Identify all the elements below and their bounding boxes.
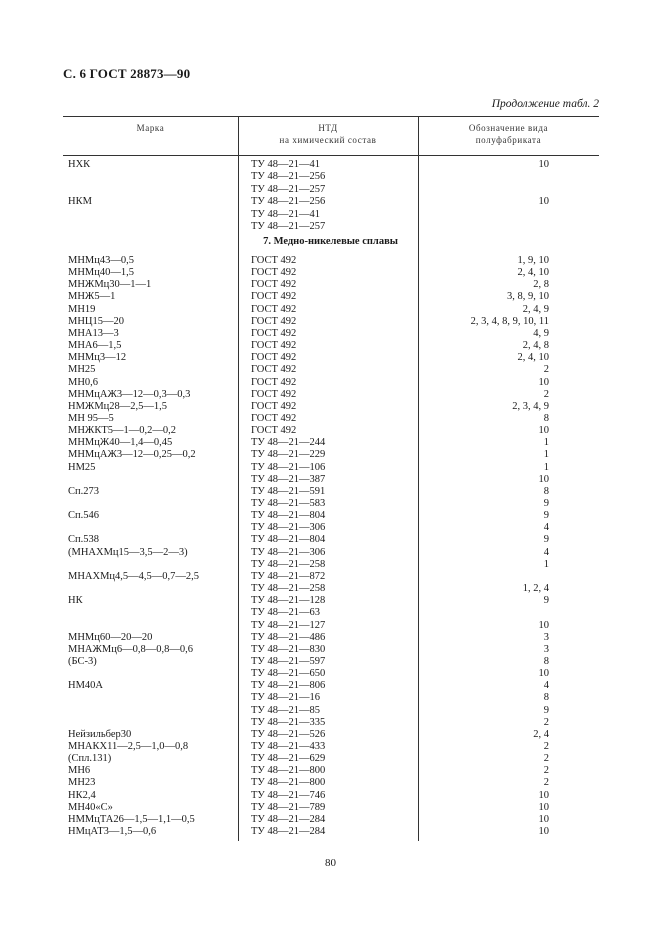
mark-cell: МН19 [68, 303, 96, 315]
mark-cell: МНЖМц30—1—1 [68, 279, 152, 291]
mark-cell: НМ25 [68, 461, 96, 473]
table-row [0, 510, 661, 522]
semifinished-type-cell: 4 [543, 522, 549, 534]
ntd-cell: ТУ 48—21—387 [251, 473, 326, 485]
semifinished-type-cell: 3, 8, 9, 10 [507, 291, 549, 303]
table-row [0, 753, 661, 765]
table-row [0, 595, 661, 607]
semifinished-type-cell: 2, 4, 10 [517, 267, 549, 279]
semifinished-type-cell: 10 [538, 619, 549, 631]
mark-cell: МНА13—3 [68, 327, 119, 339]
ntd-cell: ТУ 48—21—127 [251, 619, 326, 631]
mark-cell: Нейзильбер30 [68, 728, 132, 740]
ntd-cell: ГОСТ 492 [251, 364, 297, 376]
ntd-cell: ТУ 48—21—229 [251, 449, 326, 461]
semifinished-type-cell: 9 [543, 510, 549, 522]
ntd-cell: ТУ 48—21—256 [251, 171, 326, 183]
semifinished-type-cell: 8 [543, 655, 549, 667]
mark-cell: НК2,4 [68, 789, 96, 801]
table-row [0, 534, 661, 546]
ntd-cell: ТУ 48—21—800 [251, 765, 326, 777]
mark-cell: МНМц3—12 [68, 352, 127, 364]
table-row [0, 559, 661, 571]
ntd-cell: ТУ 48—21—804 [251, 534, 326, 546]
table-row [0, 765, 661, 777]
mark-cell: МНАХМц4,5—4,5—0,7—2,5 [68, 570, 200, 582]
mark-cell: МНМц40—1,5 [68, 267, 134, 279]
mark-cell: МН25 [68, 364, 96, 376]
mark-cell: (БС-3) [68, 655, 97, 667]
ntd-cell: ТУ 48—21—650 [251, 668, 326, 680]
page-number: 80 [325, 857, 336, 869]
table-row [0, 498, 661, 510]
ntd-cell: ТУ 48—21—106 [251, 461, 326, 473]
mark-cell: НМ40А [68, 680, 104, 692]
semifinished-type-cell: 4 [543, 546, 549, 558]
table-row [0, 826, 661, 838]
mark-cell: МН0,6 [68, 376, 99, 388]
mark-cell: МНМцЖ40—1,4—0,45 [68, 437, 173, 449]
mark-cell: Сп.273 [68, 485, 99, 497]
ntd-cell: ТУ 48—21—284 [251, 826, 326, 838]
ntd-cell: ТУ 48—21—597 [251, 655, 326, 667]
mark-cell: МНМц60—20—20 [68, 631, 153, 643]
table-top-rule [63, 116, 599, 117]
table-row [0, 729, 661, 741]
table-row [0, 196, 661, 208]
semifinished-type-cell: 4 [543, 680, 549, 692]
semifinished-type-cell: 10 [538, 789, 549, 801]
ntd-cell: ТУ 48—21—128 [251, 595, 326, 607]
table-row [0, 705, 661, 717]
semifinished-type-cell: 8 [543, 692, 549, 704]
table-row [0, 340, 661, 352]
table-row [0, 522, 661, 534]
table-row [0, 364, 661, 376]
table-row [0, 486, 661, 498]
table-row [0, 279, 661, 291]
table-row [0, 304, 661, 316]
column-header-ntd: НТД на химический состав [279, 123, 377, 145]
semifinished-type-cell: 3 [543, 631, 549, 643]
mark-cell: (Спл.131) [68, 753, 112, 765]
table-row [0, 741, 661, 753]
semifinished-type-cell: 2 [543, 364, 549, 376]
table-row [0, 462, 661, 474]
table-row [0, 255, 661, 267]
ntd-cell: ТУ 48—21—804 [251, 510, 326, 522]
semifinished-type-cell: 10 [538, 826, 549, 838]
ntd-cell: ГОСТ 492 [251, 425, 297, 437]
ntd-cell: ТУ 48—21—258 [251, 583, 326, 595]
ntd-cell: ТУ 48—21—335 [251, 716, 326, 728]
mark-cell: МНМцАЖ3—12—0,3—0,3 [68, 388, 191, 400]
mark-cell: МНАЖМц6—0,8—0,8—0,6 [68, 643, 193, 655]
mark-cell: (МНАХМц15—3,5—2—3) [68, 546, 188, 558]
table-row [0, 352, 661, 364]
ntd-cell: ТУ 48—21—306 [251, 546, 326, 558]
ntd-cell: ТУ 48—21—306 [251, 522, 326, 534]
mark-cell: МН 95—5 [68, 412, 114, 424]
mark-cell: НК [68, 595, 83, 607]
ntd-cell: ГОСТ 492 [251, 279, 297, 291]
ntd-cell: ТУ 48—21—257 [251, 221, 326, 232]
semifinished-type-cell: 10 [538, 159, 549, 170]
semifinished-type-cell: 2 [543, 716, 549, 728]
semifinished-type-cell: 2 [543, 765, 549, 777]
ntd-cell: ГОСТ 492 [251, 267, 297, 279]
mark-cell: МНМцАЖ3—12—0,25—0,2 [68, 449, 196, 461]
table-row [0, 692, 661, 704]
mark-cell: МНМц43—0,5 [68, 255, 134, 266]
semifinished-type-cell: 9 [543, 595, 549, 607]
ntd-cell: ТУ 48—21—806 [251, 680, 326, 692]
mark-cell: МНЖ5—1 [68, 291, 116, 303]
table-row [0, 449, 661, 461]
semifinished-type-cell: 10 [538, 801, 549, 813]
table-row [0, 571, 661, 583]
ntd-cell: ТУ 48—21—746 [251, 789, 326, 801]
semifinished-type-cell: 1 [543, 461, 549, 473]
semifinished-type-cell: 8 [543, 485, 549, 497]
ntd-cell: ТУ 48—21—629 [251, 753, 326, 765]
semifinished-type-cell: 1, 9, 10 [517, 255, 549, 266]
semifinished-type-cell: 2, 3, 4, 8, 9, 10, 11 [470, 315, 549, 327]
table-row [0, 680, 661, 692]
semifinished-type-cell: 2, 3, 4, 9 [512, 400, 549, 412]
semifinished-type-cell: 9 [543, 704, 549, 716]
mark-cell: НМЖМц28—2,5—1,5 [68, 400, 168, 412]
semifinished-type-cell: 1 [543, 449, 549, 461]
ntd-cell: ТУ 48—21—486 [251, 631, 326, 643]
ntd-cell: ТУ 48—21—800 [251, 777, 326, 789]
mark-cell: Сп.538 [68, 534, 99, 546]
mark-cell: МНЦ15—20 [68, 315, 125, 327]
ntd-cell: ГОСТ 492 [251, 340, 297, 352]
ntd-cell: ГОСТ 492 [251, 303, 297, 315]
semifinished-type-cell: 2, 4, 8 [522, 340, 549, 352]
semifinished-type-cell: 10 [538, 813, 549, 825]
table-row [0, 437, 661, 449]
ntd-cell: ТУ 48—21—830 [251, 643, 326, 655]
ntd-cell: ГОСТ 492 [251, 352, 297, 364]
ntd-cell: ГОСТ 492 [251, 291, 297, 303]
ntd-cell: ТУ 48—21—258 [251, 558, 326, 570]
ntd-cell: ТУ 48—21—16 [251, 692, 320, 704]
table-row [0, 620, 661, 632]
ntd-cell: ГОСТ 492 [251, 315, 297, 327]
table-row [0, 413, 661, 425]
table-row [0, 814, 661, 826]
table-row [0, 644, 661, 656]
semifinished-type-cell: 3 [543, 643, 549, 655]
table-header-rule [63, 155, 599, 156]
ntd-cell: ТУ 48—21—789 [251, 801, 326, 813]
page-title: С. 6 ГОСТ 28873—90 [63, 66, 191, 81]
section-title: 7. Медно-никелевые сплавы [263, 236, 398, 247]
table-row [0, 389, 661, 401]
column-header-semifinished-type: Обозначение вида полуфабриката [468, 123, 549, 145]
table-row [0, 291, 661, 303]
table-row [0, 668, 661, 680]
semifinished-type-cell: 8 [543, 412, 549, 424]
table-row [0, 184, 661, 196]
semifinished-type-cell: 1 [543, 558, 549, 570]
ntd-cell: ГОСТ 492 [251, 412, 297, 424]
ntd-cell: ГОСТ 492 [251, 376, 297, 388]
table-row [0, 547, 661, 559]
mark-cell: МНЖКТ5—1—0,2—0,2 [68, 425, 176, 437]
table-row [0, 401, 661, 413]
table-row [0, 377, 661, 389]
semifinished-type-cell: 1 [543, 437, 549, 449]
ntd-cell: ТУ 48—21—256 [251, 196, 326, 208]
table-row [0, 221, 661, 233]
semifinished-type-cell: 2, 4, 10 [517, 352, 549, 364]
ntd-cell: ГОСТ 492 [251, 400, 297, 412]
semifinished-type-cell: 10 [538, 668, 549, 680]
table-row [0, 790, 661, 802]
ntd-cell: ТУ 48—21—257 [251, 183, 326, 195]
semifinished-type-cell: 2 [543, 777, 549, 789]
mark-cell: МН40«С» [68, 801, 113, 813]
table-row [0, 316, 661, 328]
semifinished-type-cell: 2 [543, 753, 549, 765]
ntd-cell: ТУ 48—21—41 [251, 208, 320, 220]
mark-cell: НМцАТ3—1,5—0,6 [68, 826, 157, 838]
mark-cell: НКМ [68, 196, 92, 208]
table-row [0, 209, 661, 221]
mark-cell: МН6 [68, 765, 91, 777]
ntd-cell: ТУ 48—21—591 [251, 485, 326, 497]
semifinished-type-cell: 10 [538, 425, 549, 437]
mark-cell: МН23 [68, 777, 96, 789]
table-row [0, 632, 661, 644]
ntd-cell: ТУ 48—21—433 [251, 741, 326, 752]
ntd-cell: ГОСТ 492 [251, 327, 297, 339]
mark-cell: МНАКХ11—2,5—1,0—0,8 [68, 741, 189, 752]
ntd-cell: ТУ 48—21—583 [251, 498, 326, 509]
table-row [0, 656, 661, 668]
ntd-cell: ТУ 48—21—63 [251, 607, 320, 619]
semifinished-type-cell: 10 [538, 376, 549, 388]
mark-cell: НХК [68, 159, 91, 170]
semifinished-type-cell: 4, 9 [533, 327, 549, 339]
ntd-cell: ТУ 48—21—41 [251, 159, 320, 170]
table-row [0, 474, 661, 486]
table-row [0, 583, 661, 595]
column-header-mark: Марка [136, 123, 165, 133]
table-row [0, 267, 661, 279]
table-continuation-label: Продолжение табл. 2 [491, 98, 599, 110]
semifinished-type-cell: 9 [543, 534, 549, 546]
ntd-cell: ТУ 48—21—244 [251, 437, 326, 449]
table-row [0, 425, 661, 437]
semifinished-type-cell: 2, 4, 9 [522, 303, 549, 315]
table-row [0, 717, 661, 729]
table-row [0, 607, 661, 619]
semifinished-type-cell: 10 [538, 196, 549, 208]
ntd-cell: ТУ 48—21—526 [251, 728, 326, 740]
semifinished-type-cell: 2, 8 [533, 279, 549, 291]
semifinished-type-cell: 9 [543, 498, 549, 509]
ntd-cell: ТУ 48—21—284 [251, 813, 326, 825]
semifinished-type-cell: 2, 4 [533, 728, 549, 740]
semifinished-type-cell: 1, 2, 4 [522, 583, 549, 595]
table-row [0, 171, 661, 183]
semifinished-type-cell: 2 [543, 741, 549, 752]
ntd-cell: ГОСТ 492 [251, 388, 297, 400]
semifinished-type-cell: 10 [538, 473, 549, 485]
semifinished-type-cell: 2 [543, 388, 549, 400]
table-row [0, 802, 661, 814]
table-row [0, 777, 661, 789]
ntd-cell: ТУ 48—21—85 [251, 704, 320, 716]
ntd-cell: ГОСТ 492 [251, 255, 297, 266]
mark-cell: Сп.546 [68, 510, 99, 522]
table-row [0, 159, 661, 171]
ntd-cell: ТУ 48—21—872 [251, 570, 326, 582]
mark-cell: МНА6—1,5 [68, 340, 122, 352]
mark-cell: НММцТА26—1,5—1,1—0,5 [68, 813, 195, 825]
table-row [0, 328, 661, 340]
